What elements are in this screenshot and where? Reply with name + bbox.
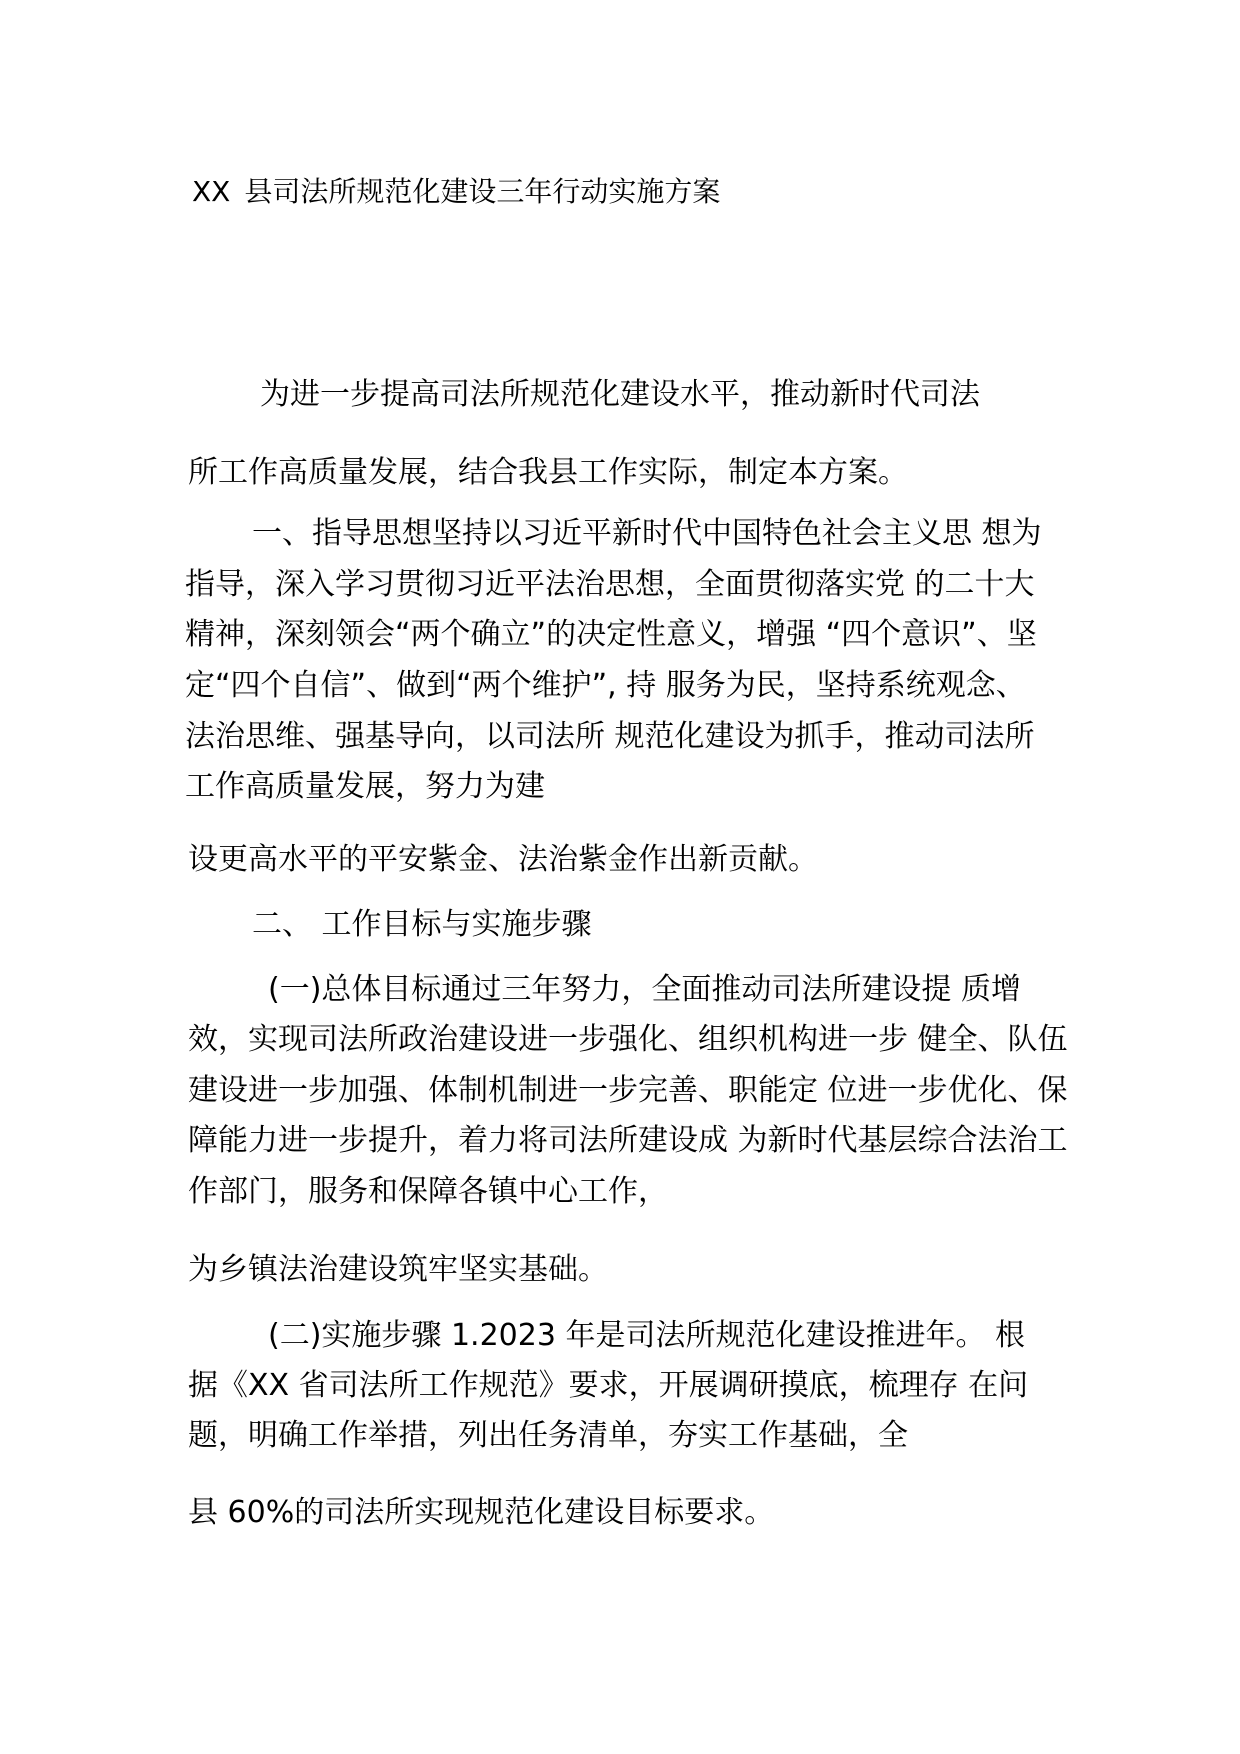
title-prefix: XX: [192, 175, 231, 208]
paragraph-line: 作部门，服务和保障各镇中心工作，: [188, 1174, 668, 1209]
paragraph-line: 设更高水平的平安紫金、法治紫金作出新贡献。: [188, 842, 818, 877]
paragraph-line: 法治思维、强基导向，以司法所 规范化建设为抓手，推动司法所: [185, 719, 1035, 754]
subsection-line: (一)总体目标通过三年努力，全面推动司法所建设提 质增: [268, 972, 1021, 1007]
subsection-line: (二)实施步骤 1.2023 年是司法所规范化建设推进年。 根: [268, 1318, 1025, 1353]
paragraph-line: 据《XX 省司法所工作规范》要求，开展调研摸底，梳理存 在问: [188, 1368, 1029, 1403]
paragraph-line: 题，明确工作举措，列出任务清单，夯实工作基础，全: [188, 1418, 908, 1453]
paragraph-line: 所工作高质量发展，结合我县工作实际，制定本方案。: [188, 455, 908, 490]
paragraph-line: 精神，深刻领会“两个确立”的决定性意义，增强 “四个意识”、坚: [185, 617, 1037, 652]
title-main: 县司法所规范化建设三年行动实施方案: [244, 175, 721, 208]
paragraph-line: 为乡镇法治建设筑牢坚实基础。: [188, 1252, 608, 1287]
section-heading-2: 二、 工作目标与实施步骤: [252, 907, 592, 942]
section-heading-1: 一、指导思想坚持以习近平新时代中国特色社会主义思 想为: [252, 516, 1042, 551]
paragraph-line: 障能力进一步提升，着力将司法所建设成 为新时代基层综合法治工: [188, 1123, 1068, 1158]
paragraph-line: 县 60%的司法所实现规范化建设目标要求。: [188, 1495, 775, 1530]
paragraph-line: 效，实现司法所政治建设进一步强化、组织机构进一步 健全、队伍: [188, 1022, 1068, 1057]
document-title: [192, 172, 720, 212]
paragraph-line: 建设进一步加强、体制机制进一步完善、职能定 位进一步优化、保: [188, 1073, 1068, 1108]
paragraph-line: 指导，深入学习贯彻习近平法治思想，全面贯彻落实党 的二十大: [185, 567, 1035, 602]
paragraph-line: 工作高质量发展，努力为建: [185, 769, 545, 804]
paragraph-line: 为进一步提高司法所规范化建设水平，推动新时代司法: [260, 377, 980, 412]
paragraph-line: 定“四个自信”、做到“两个维护”, 持 服务为民，坚持系统观念、: [185, 668, 1026, 703]
